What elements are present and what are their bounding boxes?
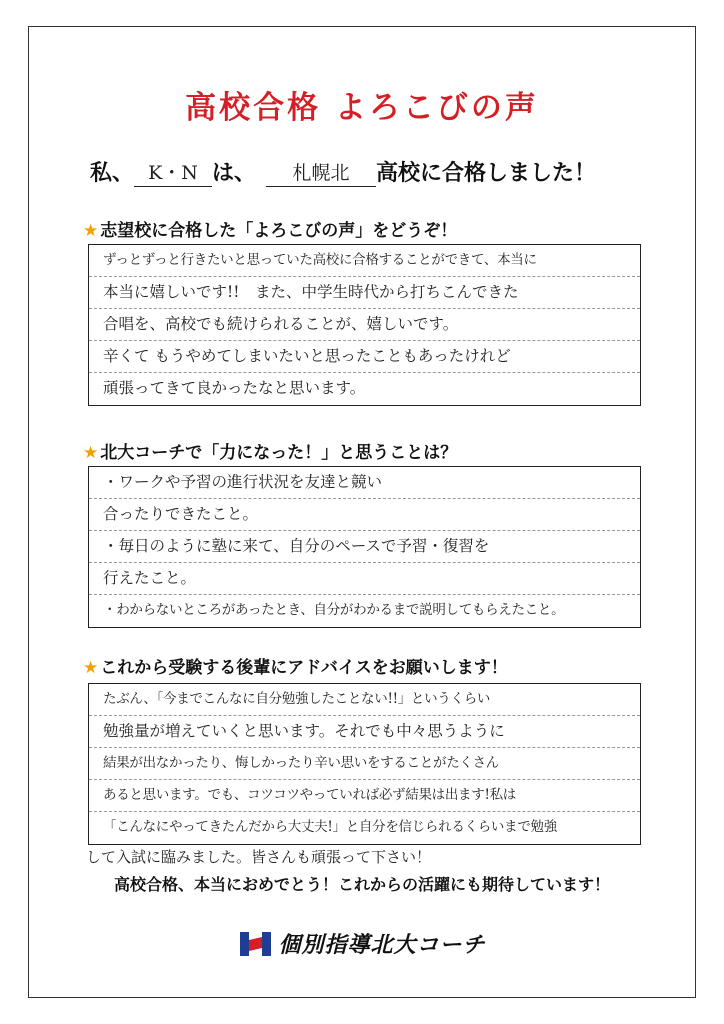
- answer-box-advice: [88, 683, 641, 845]
- student-name: K・N: [134, 158, 212, 187]
- closing-message: 高校合格、本当におめでとう！これからの活躍にも期待しています！: [113, 875, 610, 894]
- section-heading-joy: [83, 216, 457, 241]
- star-icon: ★: [83, 443, 99, 463]
- star-icon: ★: [83, 658, 99, 678]
- section-heading-text: 北大コーチで「力になった！」と思うことは？: [100, 443, 458, 463]
- handwritten-line: ・わからないところがあったとき、自分がわかるまで説明してもらえたこと。: [103, 602, 565, 618]
- school-name: 札幌北: [266, 158, 376, 187]
- section-heading-text: これから受験する後輩にアドバイスをお願いします！: [100, 658, 508, 678]
- handwritten-line: ずっとずっと行きたいと思っていた高校に合格することができて、本当に: [89, 245, 640, 277]
- declaration-prefix: 私、: [90, 161, 135, 186]
- handwritten-extra-line: して入試に臨みました。皆さんも頑張って下さい！: [86, 848, 432, 866]
- handwritten-line: たぶん、「今までこんなに自分勉強したことない!!」というくらい: [89, 684, 640, 716]
- page-title: 高校合格 よろこびの声: [185, 90, 539, 126]
- declaration-middle: は、: [212, 161, 257, 186]
- star-icon: ★: [83, 221, 99, 241]
- answer-box-joy: [88, 244, 641, 406]
- handwritten-line: あると思います。でも、コツコツやっていれば必ず結果は出ます!私は: [89, 780, 640, 812]
- answer-box-helpful: [88, 466, 641, 628]
- logo-mark-icon: [238, 929, 274, 959]
- handwritten-line: ・ワークや予習の進行状況を友達と競い: [89, 467, 640, 499]
- logo-text: 個別指導北大コーチ: [278, 933, 486, 958]
- declaration-line: [90, 156, 664, 187]
- handwritten-line: 「こんなにやってきたんだから大丈夫!」と自分を信じられるくらいまで勉強: [103, 819, 557, 835]
- handwritten-line: 勉強量が増えていくと思います。それでも中々思うように: [89, 716, 640, 748]
- declaration-suffix: 高校に合格しました！: [376, 161, 597, 186]
- section-heading-advice: [83, 653, 508, 678]
- handwritten-line: ・毎日のように塾に来て、自分のペースで予習・復習を: [89, 531, 640, 563]
- handwritten-line: 合ったりできたこと。: [89, 499, 640, 531]
- company-logo: [0, 928, 724, 959]
- handwritten-line: 合唱を、高校でも続けられることが、嬉しいです。: [89, 309, 640, 341]
- section-heading-text: 志望校に合格した「よろこびの声」をどうぞ！: [100, 221, 458, 241]
- handwritten-line: 本当に嬉しいです!! また、中学生時代から打ちこんできた: [89, 277, 640, 309]
- section-heading-helpful: [83, 438, 457, 463]
- handwritten-line: 結果が出なかったり、悔しかったり辛い思いをすることがたくさん: [89, 748, 640, 780]
- handwritten-line: 頑張ってきて良かったなと思います。: [103, 379, 366, 397]
- handwritten-line: 行えたこと。: [89, 563, 640, 595]
- handwritten-line: 辛くて もうやめてしまいたいと思ったこともあったけれど: [89, 341, 640, 373]
